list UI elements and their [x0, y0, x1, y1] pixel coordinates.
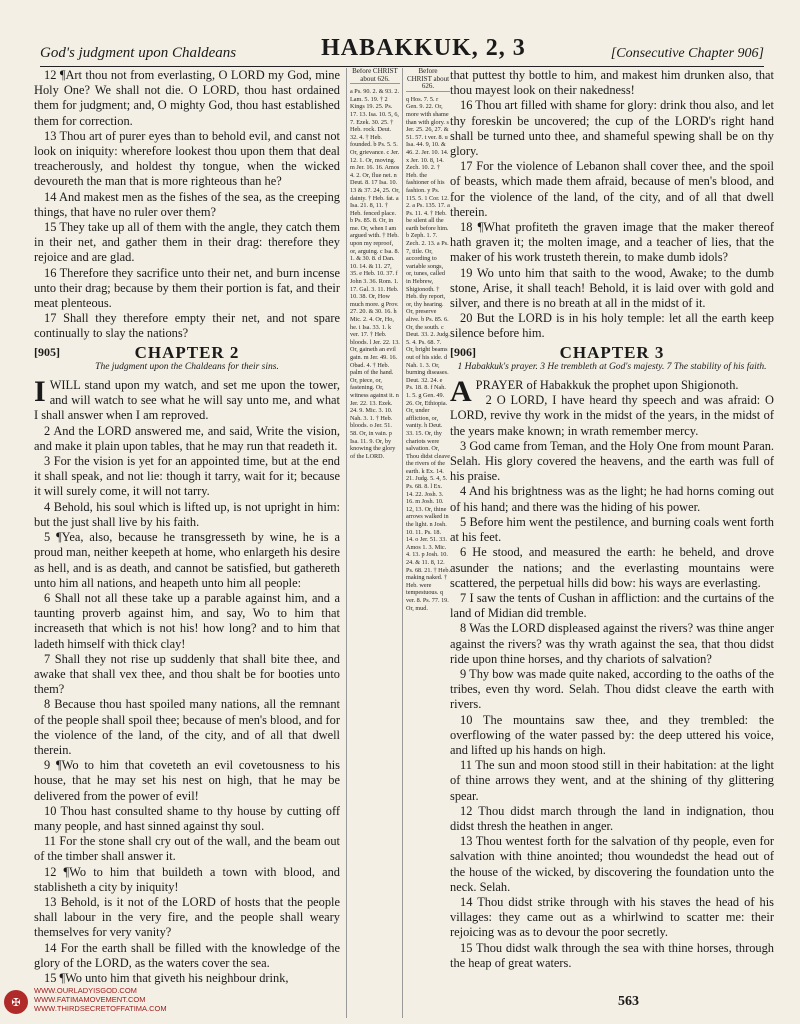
page-header — [40, 28, 764, 67]
chapter-first-verse — [450, 375, 774, 409]
margin-references: q Hos. 7. 5. r Gen. 9. 22. Or, more with shame than with glory. s Jer. 25. 26, 27. & 51. 57. t ver. 8. u Isa. 44. 9, 10. & 46. 2. Jer. 10. 14. x Jer. 10. 8, 14. Zech. 10. 2. † Heb. the fashioner of his fashion. y Ps. 115. 5. 1 Cor. 12. 2. a Ps. 135. 17. a Ps. 11. 4. † Heb. be silent all the earth before him. b Zeph. 1. 7. Zech. 2. 13. a Ps. 7, title. Or, according to variable songs, or, tunes, called in Hebrew, Shigionoth. † Heb. thy report, or, thy hearing. Or, preserve alive. b Ps. 85. 6. Or, the south. c Deut. 33. 2. Judg. 5. 4. Ps. 68. 7. Or, bright beams out of his side. d Nah. 1. 3. Or, burning diseases. Deut. 32. 24. e Ps. 18. 8. f Nah. 1. 5. g Gen. 49. 26. Or, Ethiopia. Or, under affliction, or, vanity. h Deut. 33. 15. Or, thy chariots were salvation. Or, Thou didst cleave the rivers of the earth. k Ex. 14. 21. Judg. 5. 4, 5. Ps. 68. 8. l Ex. 14. 22. Josh. 3. 16. m Josh. 10. 12, 13. Or, thine arrows walked in the light. n Josh. 10. 11. Ps. 18. 14. o Jer. 51. 33. Amos 1. 3. Mic. 4. 13. p Josh. 10. 24. & 11. 8, 12. Ps. 68. 21. † Heb. making naked. † Heb. were tempestuous. q ver. 8. Ps. 77. 19. Or, mud. — [406, 95, 450, 612]
verse: 11 The sun and moon stood still in their habitation: at the light of thine arrows they went, and at the shining of thy glittering spear. — [450, 758, 774, 803]
verse: 7 I saw the tents of Cushan in affliction: and the curtains of the land of Midian did tremble. — [450, 590, 774, 621]
verse: 18 ¶What profiteth the graven image that the maker thereof hath graven it; the molten image, and a teacher of lies, that the maker of his work trusteth therein, to make dumb idols? — [450, 220, 774, 265]
verse: 13 Thou wentest forth for the salvation of thy people, even for salvation with thine anointed; thou woundedst the head out of the house of the wicked, by discovering the foundation unto the neck. Selah. — [450, 834, 774, 894]
verse: 3 For the vision is yet for an appointed time, but at the end it shall speak, and not lie: though it tarry, wait for it; because it will surely come, it will not tarry. — [34, 454, 340, 499]
verse: 12 Thou didst march through the land in indignation, thou didst thresh the heathen in anger. — [450, 803, 774, 833]
chapter-title: CHAPTER 2 — [134, 342, 240, 362]
header-left-title: God's judgment upon Chaldeans — [40, 45, 237, 61]
verse: that puttest thy bottle to him, and makest him drunken also, that thou mayest look on their nakedness! — [450, 68, 774, 98]
verse: 16 Therefore they sacrifice unto their net, and burn incense unto their drag; because by them their portion is fat, and their meat plenteous. — [34, 265, 340, 311]
drop-cap: A — [450, 375, 472, 409]
chapter-subtitle: The judgment upon the Chaldeans for their sins. — [95, 361, 279, 372]
chapter-number: [905] — [34, 344, 60, 359]
verse: 5 ¶Yea, also, because he transgresseth by wine, he is a proud man, neither keepeth at home, who enlargeth his desire as hell, and is as death, and cannot be satisfied, but gathereth unto him all nations, and heapeth unto him all people: — [34, 530, 340, 590]
header-consecutive-chapter: [Consecutive Chapter 906] — [610, 46, 764, 61]
margin-notes-left — [346, 68, 400, 1018]
verse: 4 Behold, his soul which is lifted up, is not upright in him: but the just shall live by his faith. — [34, 499, 340, 529]
chapter-title: CHAPTER 3 — [559, 342, 665, 362]
page-number: 563 — [618, 994, 639, 1009]
margin-heading: Before CHRIST about 626. — [406, 68, 450, 91]
verse: 12 ¶Wo to him that buildeth a town with blood, and stablisheth a city by iniquity! — [34, 864, 340, 894]
watermark-url[interactable]: WWW.OURLADYISGOD.COM — [34, 986, 137, 995]
verse: 15 They take up all of them with the angle, they catch them in their net, and gather them in their drag: therefore they rejoice and are glad. — [34, 220, 340, 265]
verse: 2 O LORD, I have heard thy speech and was afraid: O LORD, revive thy work in the midst of the years, in the midst of the years make known; in wrath remember mercy. — [450, 393, 774, 438]
watermark-seal-icon: ✠ — [4, 990, 28, 1014]
watermark-url[interactable]: WWW.THIRDSECRETOFFATIMA.COM — [34, 1004, 167, 1013]
first-verse-text: WILL stand upon my watch, and set me upon the tower, and will watch to see what he will say unto me, and what I shall answer when I am reproved. — [34, 378, 340, 423]
verse: 10 The mountains saw thee, and they trembled: the overflowing of the water passed by: the deep uttered his voice, and lifted up his hands on high. — [450, 712, 774, 757]
verse: 17 For the violence of Lebanon shall cover thee, and the spoil of beasts, which made them afraid, because of men's blood, and for the violence of the land, of the city, and of all that dwell therein. — [450, 159, 774, 219]
verse: 9 ¶Wo to him that coveteth an evil covetousness to his house, that he may set his nest on high, that he may be delivered from the power of evil! — [34, 758, 340, 803]
verse: 17 Shall they therefore empty their net, and not spare continually to slay the nations? — [34, 311, 340, 341]
verse: 9 Thy bow was made quite naked, according to the oaths of the tribes, even thy word. Selah. Thou didst cleave the earth with rivers. — [450, 666, 774, 712]
verse: 6 Shall not all these take up a parable against him, and a taunting proverb against him, and say, Wo to him that increaseth that which is not his! how long? and to him that ladeth himself with thick clay! — [34, 590, 340, 651]
left-text-column — [34, 68, 340, 986]
verse: 8 Was the LORD displeased against the rivers? was thine anger against the rivers? was thy wrath against the sea, that thou didst ride upon thine horses, and thy chariots of salvation? — [450, 621, 774, 666]
verse: 13 Thou art of purer eyes than to behold evil, and canst not look on iniquity: wherefore lookest thou upon them that deal treacherously, and holdest thy tongue, when the wicked devoureth the man that is more righteous than he? — [34, 128, 340, 189]
chapter-first-verse — [34, 375, 340, 424]
verse: 16 Thou art filled with shame for glory: drink thou also, and let thy foreskin be uncovered; the cup of the LORD's right hand shall be turned unto thee, and shameful spewing shall be on thy glory. — [450, 98, 774, 159]
verse: 7 Shall they not rise up suddenly that shall bite thee, and awake that shall vex thee, and thou shalt be for booties unto them? — [34, 651, 340, 697]
verse: 13 Behold, is it not of the LORD of hosts that the people shall labour in the very fire, and the people shall weary themselves for very vanity? — [34, 894, 340, 940]
right-text-column — [450, 68, 774, 971]
watermark — [4, 986, 167, 1013]
verse: 4 And his brightness was as the light; he had horns coming out of his hand; and there was the hiding of his power. — [450, 484, 774, 514]
margin-heading: Before CHRIST about 626. — [350, 68, 400, 84]
verse: 15 Thou didst walk through the sea with thine horses, through the heap of great waters. — [450, 940, 774, 970]
verse: 10 Thou hast consulted shame to thy house by cutting off many people, and hast sinned against thy soul. — [34, 803, 340, 833]
margin-references: a Ps. 90. 2. & 93. 2. Lam. 5. 19. † 2 Kings 19. 25. Ps. 17. 13. Isa. 10. 5, 6, 7. Ezek. 30. 25. † Heb. rock. Deut. 32. 4. † Heb. founded. b Ps. 5. 5. Or, grievance. c Jer. 12. 1. Or, moving. m Jer. 16. 16. Amos 4. 2. Or, flue net. n Deut. 8. 17 Isa. 10. 13 & 37. 24, 25. Or, dainty. † Heb. fat. a Isa. 21. 8, 11. † Heb. fenced place. b Ps. 85. 8. Or, in me. Or, when I am argued with. † Heb. upon my reproof, or, arguing. c Isa. 8. 1. & 30. 8. d Dan. 10. 14. & 11. 27, 35. e Heb. 10. 37. f John 3. 36. Rom. 1. 17. Gal. 3. 11. Heb. 10. 38. Or, How much more. g Prov. 27. 20. & 30. 16. h Mic. 2. 4. Or, Ho, he. i Isa. 33. 1. k ver. 17. † Heb. bloods. l Jer. 22. 13. Or, gaineth an evil gain. m Jer. 49. 16. Obad. 4. † Heb. palm of the hand. Or, piece, or, fastening. Or, witness against it. n Jer. 22. 13. Ezek. 24. 9. Mic. 3. 10. Nah. 3. 1. † Heb. bloods. o Jer. 51. 58. Or, in vain. p Isa. 11. 9. Or, by knowing the glory of the LORD. — [350, 88, 400, 460]
verse: 20 But the LORD is in his holy temple: let all the earth keep silence before him. — [450, 311, 774, 341]
chapter-number: [906] — [450, 344, 476, 359]
header-book-title: HABAKKUK, 2, 3 — [321, 35, 526, 61]
watermark-url[interactable]: WWW.FATIMAMOVEMENT.COM — [34, 995, 146, 1004]
verse: 5 Before him went the pestilence, and burning coals went forth at his feet. — [450, 514, 774, 545]
margin-notes-right — [402, 68, 450, 1018]
verse: 2 And the LORD answered me, and said, Write the vision, and make it plain upon tables, that he may run that readeth it. — [34, 423, 340, 453]
verse: 6 He stood, and measured the earth: he beheld, and drove asunder the nations; and the everlasting mountains were scattered, the perpetual hills did bow: his ways are everlasting. — [450, 545, 774, 590]
chapter-heading — [450, 342, 774, 362]
verse: 19 Wo unto him that saith to the wood, Awake; to the dumb stone, Arise, it shall teach! Behold, it is laid over with gold and silver, and there is no breath at all in the midst of it. — [450, 265, 774, 311]
first-verse-text: PRAYER of Habakkuk the prophet upon Shigionoth. — [475, 378, 739, 393]
drop-cap: I — [34, 375, 46, 409]
verse: 3 God came from Teman, and the Holy One from mount Paran. Selah. His glory covered the heavens, and the earth was full of his praise. — [450, 438, 774, 484]
chapter-heading — [34, 342, 340, 362]
verse: 14 For the earth shall be filled with the knowledge of the glory of the LORD, as the waters cover the sea. — [34, 940, 340, 970]
verse: 14 And makest men as the fishes of the sea, as the creeping things, that have no ruler over them? — [34, 189, 340, 219]
verse: 12 ¶Art thou not from everlasting, O LORD my God, mine Holy One? We shall not die. O LORD, thou hast ordained them for judgment; and, O mighty God, thou hast established them for correction. — [34, 68, 340, 128]
verse: 8 Because thou hast spoiled many nations, all the remnant of the people shall spoil thee; because of men's blood, and for the violence of the land, of the city, and of all that dwell therein. — [34, 697, 340, 757]
verse: 15 ¶Wo unto him that giveth his neighbour drink, — [44, 970, 289, 985]
verse: 14 Thou didst strike through with his staves the head of his villages: they came out as a whirlwind to scatter me: their rejoicing was as to devour the poor secretly. — [450, 894, 774, 940]
verse: 11 For the stone shall cry out of the wall, and the beam out of the timber shall answer it. — [34, 834, 340, 864]
chapter-subtitle: 1 Habakkuk's prayer. 3 He trembleth at God's majesty. 7 The stability of his faith. — [457, 361, 767, 372]
